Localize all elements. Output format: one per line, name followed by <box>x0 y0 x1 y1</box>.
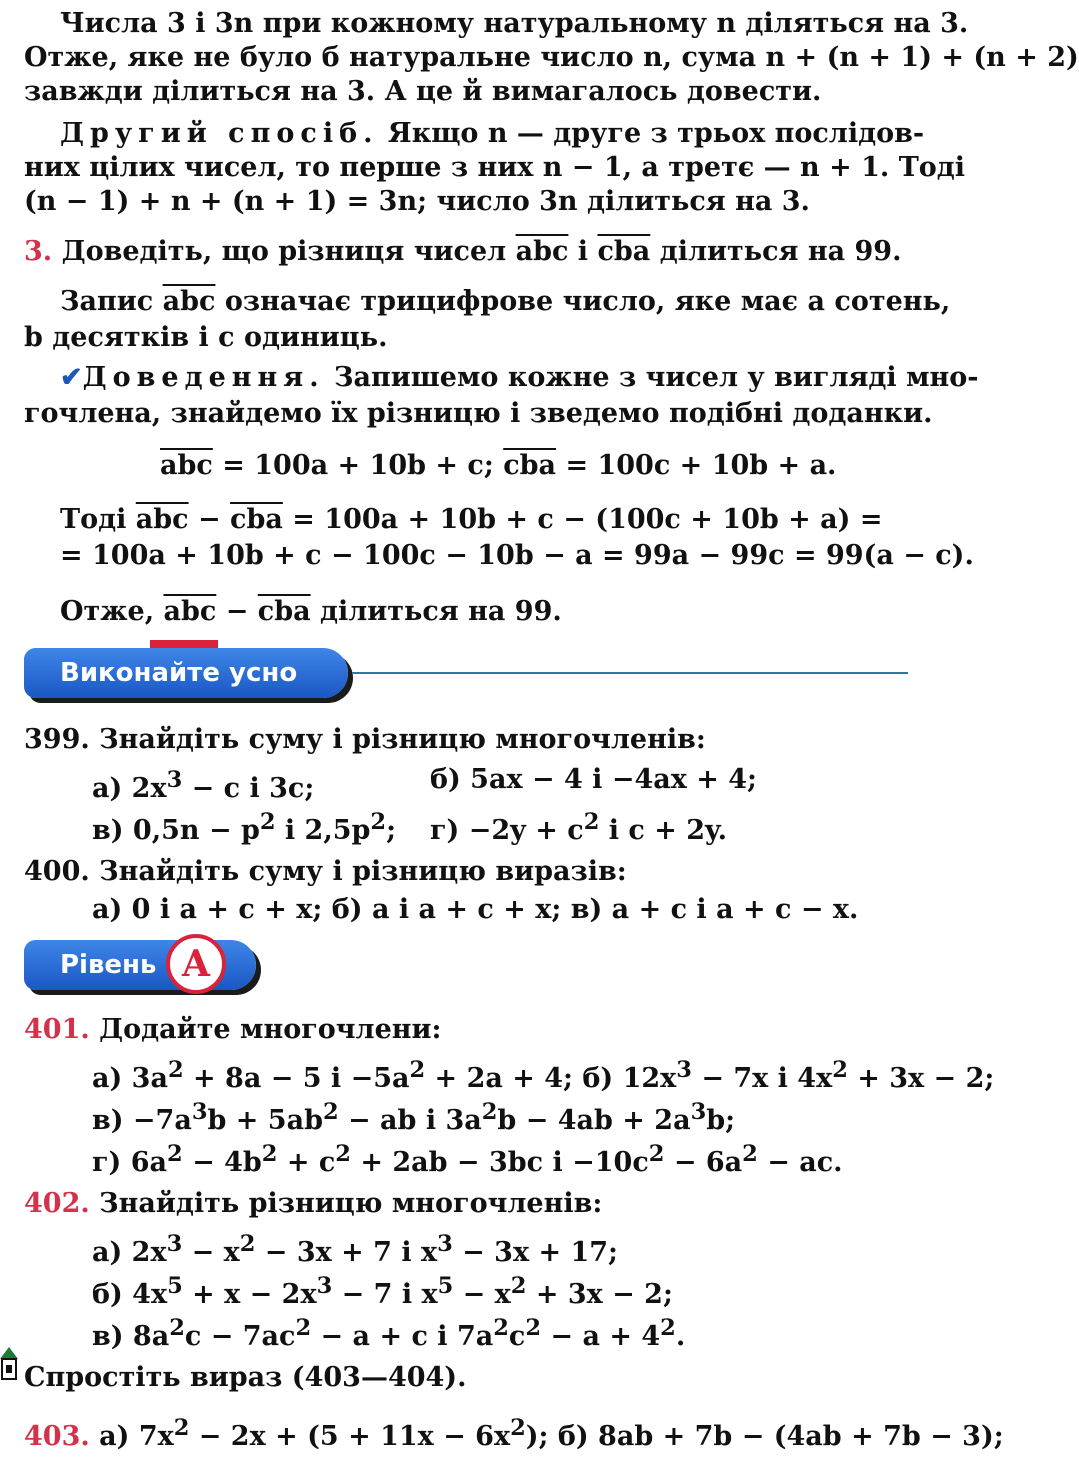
exercise-item: а) $2x^3 - c$ і 3c; б) 5ax − 4 і −4ax + 4; <box>92 764 758 804</box>
number-cba: $\overline{cba}$ <box>257 596 311 627</box>
formula-line <box>160 450 836 482</box>
text-span: = 100a + 10b + c − (100c + 10b + a) = <box>282 504 883 535</box>
exercise-number: 400. <box>24 856 90 887</box>
section-heading: Спростіть вираз (403—404). <box>24 1362 467 1393</box>
text-span: Отже, <box>60 596 164 627</box>
number-abc: $\overline{abc}$ <box>135 504 189 535</box>
text-line <box>24 118 925 150</box>
text-line: (n − 1) + n + (n + 1) = 3n; число 3n ділиться на 3. <box>24 186 810 217</box>
text-span: Запишемо кожне з чисел у вигляді мно- <box>324 362 979 393</box>
number-cba: $\overline{cba}$ <box>503 450 557 481</box>
text-span: − <box>216 596 258 627</box>
proof-line <box>60 362 979 394</box>
section-banner-oral <box>24 648 348 698</box>
text-span: означає трицифрове число, яке має a сотень, <box>215 286 951 317</box>
checkmark-icon: ✔ <box>60 362 83 393</box>
banner-label: Виконайте усно <box>60 658 298 688</box>
number-cba: $\overline{cba}$ <box>230 504 283 535</box>
exercise-403: 403. а) $7x^2 - 2x + (5 + 11x - 6x^2)$; б) 8ab + 7b − (4ab + 7b − 3); <box>24 1415 1004 1452</box>
exercise-item-g: $г) -2y + c^2$ і c + 2y. <box>430 809 728 846</box>
text-span: = 100c + 10b + a. <box>556 450 837 481</box>
exercise-title: Знайдіть різницю многочленів: <box>89 1188 603 1219</box>
exercise-item: в) $8a^2c - 7ac^2 - a + c$ і $7a^2c^2 - a + 4^2$. <box>92 1315 686 1352</box>
text-line: b десятків і c одиниць. <box>24 322 388 353</box>
number-abc: $\overline{abc}$ <box>160 450 213 481</box>
exercise-item: а) 0 і a + c + x; б) a і a + c + x; в) a + c і a + c − x. <box>92 894 859 925</box>
exercise-title: Знайдіть суму і різницю многочленів: <box>89 724 706 755</box>
proof-heading: Доведення. <box>82 362 325 393</box>
text-span: − <box>188 504 231 535</box>
exercise-401 <box>24 1014 442 1046</box>
text-line: завжди ділиться на 3. А це й вимагалось довести. <box>24 76 822 107</box>
text-span: ділиться на 99. <box>310 596 562 627</box>
text-line: Числа 3 і 3n при кожному натуральному n діляться на 3. <box>60 8 969 39</box>
exercise-item: г) $6a^2 - 4b^2 + c^2 + 2ab - 3bc$ $і -10c^2 - 6a^2$ − ac. <box>92 1141 843 1178</box>
exercise-item: а) $3a^2 + 8a - 5$ $і -5a^2 + 2a + 4$; б) $12x^3 - 7x$ і $4x^2 + 3x - 2$; <box>92 1057 995 1094</box>
exercise-item: $в) -7a^3b + 5ab^2$ − ab і $3a^2b - 4ab + 2a^3b$; <box>92 1099 736 1136</box>
exercise-number: 401. <box>24 1014 90 1045</box>
exercise-number: 403. <box>24 1421 90 1452</box>
exercise-402 <box>24 1188 602 1220</box>
formula-line <box>60 504 882 536</box>
home-icon <box>0 1345 18 1381</box>
text-span: ділиться на 99. <box>650 236 902 267</box>
exercise-title: Додайте многочлени: <box>89 1014 442 1045</box>
exercise-number: 402. <box>24 1188 90 1219</box>
problem-number: 3. <box>24 236 53 267</box>
exercise-400 <box>24 856 627 888</box>
text-line <box>24 286 951 318</box>
number-abc: $\overline{abc}$ <box>515 236 569 267</box>
text-span: Доведіть, що різниця чисел <box>52 236 516 267</box>
divider-line <box>352 672 908 674</box>
number-cba: $\overline{cba}$ <box>597 236 651 267</box>
exercise-399 <box>24 724 706 756</box>
text-span: і <box>568 236 598 267</box>
exercise-title: Знайдіть суму і різницю виразів: <box>89 856 627 887</box>
banner-label: Рівень <box>60 950 157 980</box>
text-line: них цілих чисел, то перше з них n − 1, а третє — n + 1. Тоді <box>24 152 966 183</box>
text-span: Тоді <box>60 504 136 535</box>
exercise-item: б) $4x^5 + x - 2x^3 - 7$ і $x^5 - x^2 + 3x - 2$; <box>92 1273 673 1310</box>
text-line: Отже, яке не було б натуральне число n, сума n + (n + 1) + (n + 2) <box>24 42 1079 73</box>
number-abc: $\overline{abc}$ <box>162 286 216 317</box>
exercise-item: а) $2x^3 - x^2 - 3x + 7$ і $x^3 - 3x + 17$; <box>92 1231 619 1268</box>
text-span: Запис <box>60 286 163 317</box>
text-span: = 100a + 10b + c; <box>212 450 504 481</box>
exercise-item-b: б) 5ax − 4 і −4ax + 4; <box>430 764 758 795</box>
exercise-number: 399. <box>24 724 90 755</box>
text-line: гочлена, знайдемо їх різницю і зведемо подібні доданки. <box>24 398 933 429</box>
level-badge <box>166 934 226 994</box>
method-heading: Другий спосіб. <box>60 118 379 149</box>
formula-line: = 100a + 10b + c − 100c − 10b − a = 99a − 99c = 99(a − c). <box>60 540 974 571</box>
text-span: Якщо n — друге з трьох послідов- <box>378 118 925 149</box>
level-letter: A <box>182 943 210 985</box>
conclusion-line <box>60 596 562 628</box>
problem-3 <box>24 236 901 268</box>
number-abc: $\overline{abc}$ <box>163 596 217 627</box>
exercise-item: в) $0,5n - p^2$ і $2,5p^2$; $г) -2y + c^2$ і c + 2y. <box>92 806 396 847</box>
